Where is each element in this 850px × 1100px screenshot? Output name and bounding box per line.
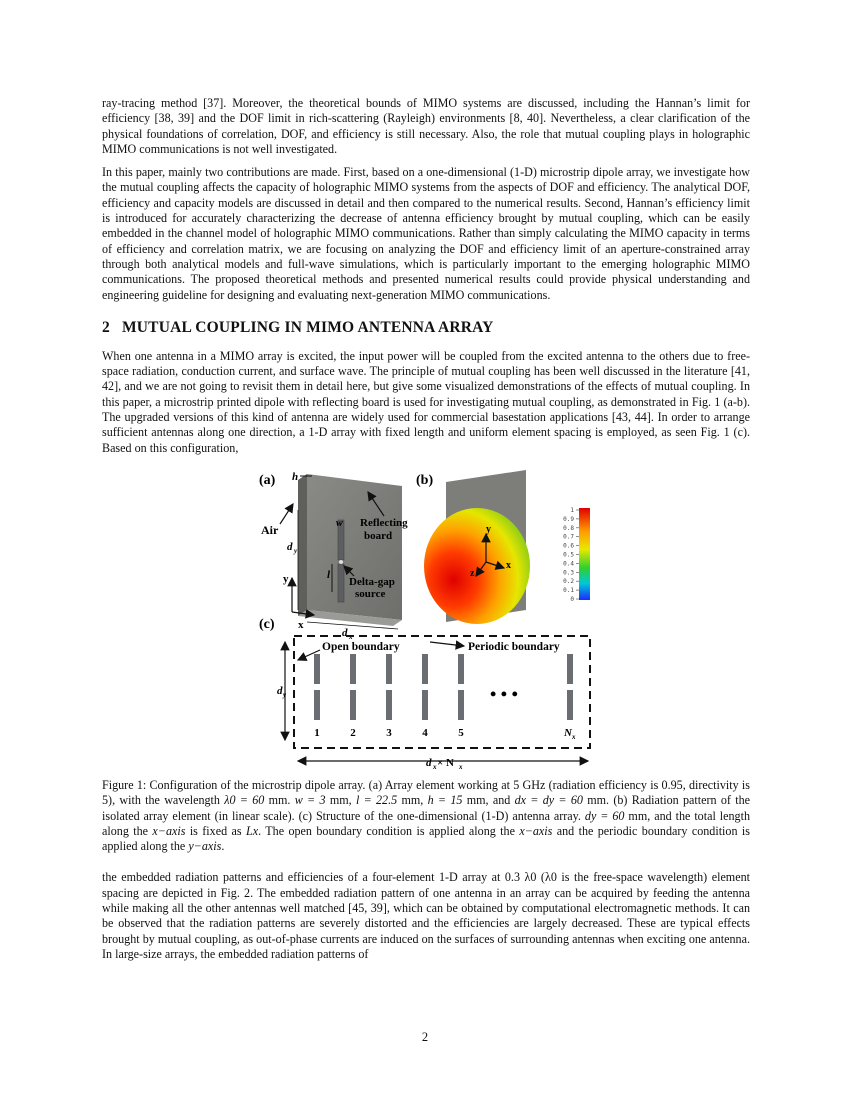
element-number: 3 — [386, 726, 392, 739]
caption-text: mm. — [264, 793, 295, 808]
section-number: 2 — [102, 318, 110, 336]
panel-b — [416, 470, 590, 624]
element-number: 2 — [350, 726, 356, 739]
board-edge — [298, 474, 307, 616]
caption-math: Lx — [245, 823, 259, 838]
dipole-element — [350, 690, 356, 720]
colorbar-tick-label: 0.8 — [563, 524, 574, 532]
label-dy: d — [277, 684, 283, 697]
dipole-element — [458, 690, 464, 720]
caption-math: l = 22.5 — [355, 793, 398, 808]
dipole-element — [422, 690, 428, 720]
page-number: 2 — [421, 1030, 429, 1044]
panel-b-label: (b) — [416, 472, 434, 488]
label-dy-sub: y — [294, 546, 298, 555]
panel-a — [259, 471, 408, 641]
caption-math: λ0 = 60 — [224, 793, 265, 808]
caption-math: y−axis — [188, 839, 222, 854]
dipole-element — [386, 690, 392, 720]
colorbar-tick-label: 0.4 — [563, 560, 574, 568]
panel-c — [259, 617, 590, 770]
delta-gap-source — [339, 560, 343, 564]
dipole-element — [567, 690, 573, 720]
caption-text: mm, and — [462, 793, 515, 808]
ellipsis: • • • — [490, 683, 518, 704]
caption-text: . — [221, 839, 225, 854]
label-dx: d — [342, 626, 348, 639]
label-width-times: × N — [437, 756, 454, 769]
panel-c-label: (c) — [259, 616, 275, 632]
caption-math: h = 15 — [427, 793, 463, 808]
page-body — [102, 96, 750, 970]
colorbar-tick-label: 0.5 — [563, 551, 574, 559]
caption-text: and the periodic boundary condition is applied along the — [102, 823, 750, 854]
label-delta-gap: Delta-gap — [349, 575, 395, 588]
label-dy-sub: y — [283, 690, 287, 699]
caption-math: w = 3 — [294, 793, 326, 808]
colorbar-tick-label: 0.9 — [563, 515, 574, 523]
radiation-pattern — [424, 508, 530, 624]
label-reflecting: Reflecting — [360, 516, 408, 529]
panel-a-label: (a) — [259, 472, 276, 488]
label-source: source — [355, 587, 386, 600]
colorbar-tick-label: 0.2 — [563, 578, 574, 586]
element-numbers — [314, 727, 464, 739]
dipole-element — [567, 654, 573, 684]
axis-y-label: y — [486, 523, 491, 535]
caption-text: mm, — [325, 793, 356, 808]
paragraph: When one antenna in a MIMO array is excited, the input power will be coupled from the excited antenna to the others due to free-space radiation, conduction current, and surface wave. The principle of mutual coupling has been well discussed in the literature [41, 42], and we are not going to revisit them in detail here, but give some visualized demonstrations of the effects of mutual coupling. In this paper, a microstrip printed dipole with reflecting board is used for investigating mutual coupling, as demonstrated in Fig. 1 (a-b). The upgraded versions of this kind of antenna are widely used for commercial basestation applications [43, 44]. In order to arrange sufficient antennas along one direction, a 1-D array with fixed length and uniform element spacing is employed, as seen Fig. 1 (c). Based on this configuration, — [102, 348, 750, 455]
axis-y-label: y — [283, 572, 289, 585]
colorbar-tick-label: 0.1 — [563, 587, 574, 595]
label-w: w — [336, 517, 343, 529]
colorbar-tick-label: 0 — [570, 595, 574, 603]
figure-caption — [102, 778, 750, 854]
element-number: 5 — [458, 726, 464, 739]
label-h: h — [292, 470, 299, 483]
caption-math: dy = 60 — [584, 808, 625, 823]
element-number: 1 — [314, 726, 320, 739]
caption-math: dx = dy = 60 — [514, 793, 583, 808]
axis-x-label: x — [506, 559, 511, 571]
caption-text: . The open boundary condition is applied along the — [258, 823, 520, 838]
label-periodic-boundary: Periodic boundary — [468, 640, 560, 653]
label-last-element-sub: x — [572, 732, 576, 741]
caption-math: x−axis — [519, 823, 553, 838]
periodic-boundary-arrow — [430, 642, 464, 646]
label-dy: d — [287, 540, 293, 553]
colorbar-ticks — [563, 507, 579, 603]
axis-x-label: x — [298, 618, 304, 631]
dipole-element — [314, 654, 320, 684]
colorbar-tick-label: 1 — [570, 506, 574, 514]
dipole-element — [314, 690, 320, 720]
label-board: board — [364, 529, 393, 542]
paragraph: the embedded radiation patterns and efficiencies of a four-element 1-D array at 0.3 λ0 (λ0 is the free-space wavelength) element spacing are depicted in Fig. 2. The embedded radiation pattern of one antenna in an array can be acquired by feeding the antenna while making all the other antennas well matched [45, 39], which can be obtained by computational electromagnetic methods. It can be observed that the radiation patterns are severely distorted and the efficiencies are largely decreased. These are typical effects brought by mutual coupling, as out-of-phase currents are induced on the surfaces of surrounding antennas when exciting one antenna. In large-size arrays, the embedded radiation patterns of — [102, 870, 750, 961]
label-open-boundary: Open boundary — [322, 640, 400, 653]
air-arrow — [280, 504, 293, 524]
dipole-element — [350, 654, 356, 684]
label-l: l — [327, 568, 331, 581]
caption-text: mm, — [397, 793, 428, 808]
array-elements — [314, 654, 573, 720]
colorbar-tick-label: 0.6 — [563, 542, 574, 550]
label-last-element: N — [564, 726, 572, 739]
colorbar — [579, 508, 590, 600]
colorbar-tick-label: 0.3 — [563, 569, 574, 577]
label-width-sub: x — [433, 762, 437, 770]
label-width-times-sub: x — [459, 762, 463, 770]
dipole-element — [458, 654, 464, 684]
dipole-element — [386, 654, 392, 684]
figure-1 — [102, 464, 750, 770]
axis-z-label: z — [470, 567, 475, 579]
caption-text: Figure 1: Configuration of the microstrip dipole array. (a) Array element working at 5 GHz (radiation efficiency is 0.95, directivity is 5), with the wavelength — [102, 777, 750, 808]
dipole-element — [422, 654, 428, 684]
caption-text: mm. (b) Radiation pattern of the isolated array element (in linear scale). (c) Structure of the one-dimensional (1-D) antenna array. — [102, 793, 750, 823]
label-air: Air — [261, 522, 279, 537]
caption-math: x−axis — [152, 823, 186, 838]
section-title: MUTUAL COUPLING IN MIMO ANTENNA ARRAY — [121, 318, 494, 336]
section-heading — [102, 319, 750, 337]
paragraph: ray-tracing method [37]. Moreover, the theoretical bounds of MIMO systems are discussed, including the Hannan’s limit for efficiency [38, 39] and the DOF limit in rich-scattering (Rayleigh) environments [8, 40]. Nevertheless, a clear clarification of the physical foundations of correlation, DOF, and efficiency is still necessary. Also, the role that mutual coupling plays in holographic MIMO communications is not well investigated. — [102, 96, 750, 156]
paragraph: In this paper, mainly two contributions are made. First, based on a one-dimensional (1-D) microstrip dipole array, we investigate how the mutual coupling affects the capacity of holographic MIMO systems from the aspects of DOF and efficiency. The analytical DOF, efficiency and capacity models are discussed in detail and then compared to the numerical results. Second, Hannan’s efficiency limit is introduced for accurately characterizing the decrease of antenna efficiency brought by mutual coupling, which can be easily embedded in the channel model of holographic MIMO communications. Rather than simply calculating the MIMO capacity in terms of efficiency and correlation matrix, we are focusing on analyzing the DOF and efficiency limit of an aperture-constrained array through both analytical models and full-wave simulations, which is particularly important to the emerging holographic MIMO communications. The proposed theoretical methods and presented numerical results could provide physical understanding and engineering guideline for designing and evaluating next-generation MIMO communications. — [102, 165, 750, 302]
caption-text: is fixed as — [185, 823, 246, 838]
element-number: 4 — [422, 726, 428, 739]
label-width: d — [426, 756, 432, 769]
colorbar-tick-label: 0.7 — [563, 533, 574, 541]
label-dx-sub: x — [349, 632, 353, 641]
figure-1-drawing — [102, 464, 750, 770]
caption-text: mm, and the total length along the — [102, 808, 750, 838]
dipole-arm-bottom — [338, 564, 344, 602]
